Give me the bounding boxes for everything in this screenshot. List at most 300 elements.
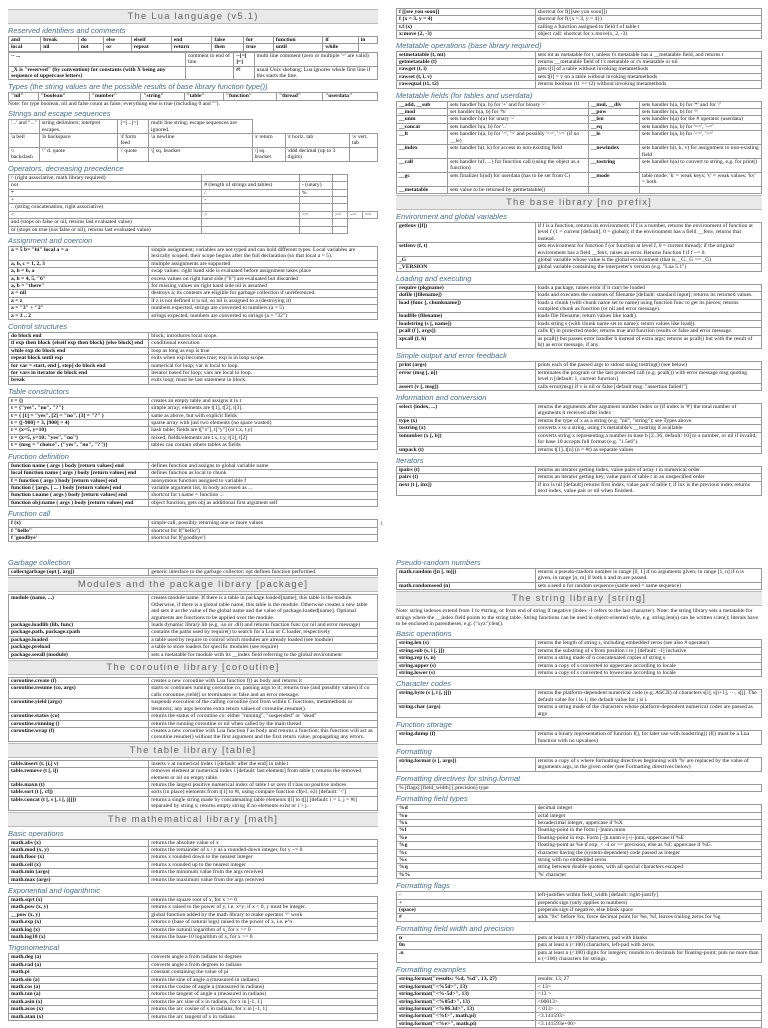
table-cell: if z is not defined it is nil, so nil is assigned to a (destroying it): [149, 297, 378, 304]
table-cell: \[ sq. bracket: [148, 147, 252, 161]
table-cell: t = {x=5, y=10; "yes", "no"}: [9, 434, 149, 441]
table-row: [397, 805, 762, 812]
table-cell: __mod: [397, 109, 448, 116]
table-row: [9, 904, 378, 911]
table-cell: %d: [397, 805, 536, 812]
table-cell: .. (string concatenation, right associative): [9, 204, 202, 211]
table-cell: string.char (args): [397, 704, 536, 718]
page-1-left: [8, 8, 378, 541]
table-cell: a, b = 4, 5, "6": [9, 275, 149, 282]
table-cell: t = {"yes", "no", "?"}: [9, 405, 149, 412]
directives-table: [396, 784, 762, 792]
table-cell: table mode: 'k' = weak keys; 'v' = weak values; 'kv' = both.: [639, 172, 761, 186]
table-cell: t = {[-900] = 3, [900] = 4}: [9, 420, 149, 427]
section-heading: Formatting field width and precision: [396, 923, 514, 933]
table-cell: creates a new coroutine with Lua function f as body and returns a function; this function will act as coroutine.resume() without the first argument and the first return value, propagating any errors.: [149, 727, 378, 741]
table-row: [9, 93, 378, 100]
table-cell: assert (v [, msg]): [397, 383, 536, 390]
table-row: [9, 976, 378, 983]
table-row: [9, 462, 378, 469]
table-row: [9, 305, 378, 312]
table-cell: math.max (args): [9, 876, 149, 883]
table-cell: math.tan (a): [9, 991, 149, 998]
table-row: [397, 328, 762, 335]
section-heading: Iterators: [396, 455, 424, 465]
section-heading: Metatable fields (for tables and userdata): [396, 90, 533, 100]
table-cell: a table used by require to control which modules are already loaded (see module): [149, 636, 378, 643]
table-cell: _X is "reserved" (by convention) for constants (with X being any sequence of uppercase letters): [9, 66, 186, 80]
table-cell: sets handler h(t, k, v) for assignment to non-existing field: [639, 145, 761, 159]
table-cell: return: [171, 44, 212, 51]
table-cell: "thread": [277, 93, 323, 100]
table-row: [9, 442, 378, 449]
section-heading: Reserved identifiers and comments: [8, 26, 126, 35]
table-cell: tonumber (x [, b]): [397, 432, 536, 446]
table-cell: returns the base-10 logarithm of x, for x >= 0: [149, 934, 378, 941]
table-cell: removes element at numerical index i [default: last element] from table t; returns the removed element or nil on empty table.: [149, 768, 378, 782]
table-cell: usual Unix shebang; Lua ignores whole first line if this starts the line.: [254, 66, 377, 80]
table-cell: loads and executes the contents of filename [default: standard input]; returns its returned values.: [535, 292, 761, 299]
section-heading: Formatting: [396, 746, 432, 756]
table-row: [9, 520, 378, 527]
table-cell: converts angle a from degrees to radians: [149, 961, 378, 968]
table-row: [9, 713, 378, 720]
table-cell: __mul, __div: [588, 101, 639, 108]
table-cell: for var = start, end [, step] do block end: [9, 362, 149, 369]
table-row: [9, 998, 378, 1005]
table-cell: loads string s (with chunk name set to name); return values like load().: [535, 320, 761, 327]
table-cell: '%' character: [535, 871, 761, 878]
table-cell: converts string x representing a number in base b [2..36, default: 10] to a number, or nil if invalid; for base 10 accepts full format (e.g. "1.5e6").: [535, 432, 761, 446]
table-row: [397, 81, 762, 88]
table-cell: %f: [397, 827, 536, 834]
table-cell: variable argument list, in body accessed as ...: [149, 484, 378, 491]
table-cell: floating-point in the form [-]nnnn.nnnn: [535, 827, 761, 834]
table-row: [397, 299, 762, 313]
table-row: [397, 983, 762, 990]
output-table: [396, 361, 762, 391]
assignment-table: [8, 246, 378, 320]
table-cell: (space): [397, 907, 536, 914]
random-table: [396, 568, 762, 590]
table-row: [9, 226, 378, 233]
table-row: [397, 131, 762, 145]
table-cell: getfenv ([f]): [397, 222, 536, 242]
table-cell: a, b, c = 1, 2, 3: [9, 260, 149, 267]
table-row: [9, 1006, 378, 1013]
table-row: [397, 145, 762, 159]
table-cell: excess values on right hand side ("6") are evaluated but discarded: [149, 275, 378, 282]
table-row: [397, 690, 762, 704]
table-cell: sets handler h(a, b) for '..': [448, 123, 589, 130]
table-cell: contains the paths used by require() to search for a Lua or C loader, respectively: [149, 629, 378, 636]
table-cell: \r return: [252, 134, 285, 148]
table-cell: returns the cosine of angle a (measured in radians): [149, 984, 378, 991]
table-cell: [185, 66, 233, 80]
table-row: [9, 470, 378, 477]
table-cell: break: [41, 37, 79, 44]
table-row: [9, 174, 378, 181]
table-row: [397, 186, 762, 193]
table-cell: next (t [, inx]): [397, 481, 536, 495]
table-row: [9, 644, 378, 651]
table-cell: [299, 174, 332, 181]
types-table: [8, 92, 378, 100]
table-cell: %q: [397, 864, 536, 871]
table-row: [397, 404, 762, 418]
table-cell: string.format("<%05d>", 13): [397, 998, 536, 1005]
table-cell: for: [243, 37, 273, 44]
table-row: [397, 704, 762, 718]
table-cell: calls error(msg) if v is nil or false [default msg: "assertion failed!"]: [535, 383, 761, 390]
table-cell: converts x to a string, using t's metatable's __tostring if available: [535, 425, 761, 432]
table-cell: ipairs (t): [397, 466, 536, 473]
page-title: The mathematical library [math]: [8, 812, 378, 827]
table-cell: a, b = b, a: [9, 268, 149, 275]
table-cell: math.pow (x, y): [9, 904, 149, 911]
table-cell: true: [243, 44, 273, 51]
char-codes-table: [396, 689, 762, 718]
table-cell: false: [212, 37, 244, 44]
table-cell: if exp then block {elseif exp then block} [else block] end: [9, 340, 149, 347]
table-cell: <3.141593>: [535, 1013, 761, 1020]
examples-table: [396, 975, 762, 1028]
table-constructors: [8, 397, 378, 450]
table-cell: a table to store loaders for specific modules (see require): [149, 644, 378, 651]
table-cell: then: [212, 44, 244, 51]
table-cell: returns a copy of s converted to lowercase according to locale: [535, 670, 761, 677]
table-cell: do: [78, 37, 103, 44]
table-cell: __lt: [397, 131, 448, 145]
table-cell: shortcut for f("hello"): [149, 527, 378, 534]
table-cell: do block end: [9, 333, 149, 340]
table-row: [397, 892, 762, 899]
table-cell: [202, 204, 300, 211]
table-cell: - (unary): [299, 182, 332, 189]
table-cell: mixed, fields/elements are t.x, t.y, t[1], t[2]: [149, 434, 378, 441]
table-cell: function obj:name ( args ) body [return values] end: [9, 499, 149, 506]
iterators-table: [396, 466, 762, 496]
table-row: [397, 417, 762, 424]
table-row: [9, 1013, 378, 1020]
table-cell: t = { [1] = "yes", [2] = "no", [3] = "?" }: [9, 412, 149, 419]
table-row: [397, 655, 762, 662]
table-cell: \a bell: [9, 134, 40, 148]
table-cell: string.dump (f): [397, 731, 536, 745]
table-cell: *: [9, 189, 202, 196]
table-row: [9, 760, 378, 767]
table-cell: [332, 182, 347, 189]
table-row: [9, 846, 378, 853]
table-cell: .n: [397, 949, 536, 963]
table-cell: table.remove (t [, i]): [9, 768, 149, 782]
table-cell: anonymous function assigned to variable f: [149, 477, 378, 484]
table-row: [397, 856, 762, 863]
table-cell: returns x rounded down to the nearest integer: [149, 854, 378, 861]
table-cell: math.log (x): [9, 926, 149, 933]
table-cell: string delimiters; interpret escapes.: [39, 120, 118, 134]
table-row: [397, 9, 762, 16]
table-cell: "nil": [9, 93, 39, 100]
table-cell: string between double quotes, with all special characters escaped: [535, 864, 761, 871]
page-title: The base library [no prefix]: [396, 195, 762, 210]
table-cell: returns t[1]..t[n] (n = #t) as separate values: [535, 446, 761, 453]
table-row: [397, 158, 762, 172]
table-cell: string.format("<%5d>", 13): [397, 983, 536, 990]
table-row: [397, 320, 762, 327]
table-row: [9, 796, 378, 810]
table-cell: in: [358, 37, 377, 44]
table-row: [9, 189, 378, 196]
table-cell: sets a seed n for random sequence (same seed = same sequence): [535, 582, 761, 589]
table-cell: "table": [184, 93, 223, 100]
table-row: [9, 699, 378, 713]
table-cell: string.format (s [, args]): [397, 757, 536, 771]
table-row: [397, 942, 762, 949]
table-row: [9, 434, 378, 441]
table-cell: returns the maximum value from the args received: [149, 876, 378, 883]
table-cell: terminates the program or the last protected call (e.g. pcall()) with error message msg quoting level n [default: 1, current function]: [535, 369, 761, 383]
table-cell: a = nil: [9, 290, 149, 297]
table-row: [397, 871, 762, 878]
table-row: [9, 954, 378, 961]
table-cell: [332, 174, 347, 181]
table-cell: returns a binary representation of function f(), for later use with loadstring() (f() must be a Lua function with no upvalues): [535, 731, 761, 745]
table-row: [397, 264, 762, 271]
table-row: [9, 211, 378, 218]
table-cell: sets handler h(f, ...) for function call (using the object as a function): [448, 158, 589, 172]
table-row: [397, 23, 762, 30]
table-cell: math.ceil (x): [9, 861, 149, 868]
table-row: [9, 52, 378, 66]
table-cell: calling a function assigned to field f of table t: [535, 23, 761, 30]
table-row: [397, 59, 762, 66]
table-row: [9, 926, 378, 933]
table-row: [9, 397, 378, 404]
table-row: [9, 499, 378, 506]
table-cell: local: [9, 44, 41, 51]
table-cell: math.acos (x): [9, 1006, 149, 1013]
section-heading: Formatting directives for string.format: [396, 773, 521, 783]
table-cell: [350, 147, 378, 161]
table-cell: conditional execution: [149, 340, 378, 347]
table-row: [9, 534, 378, 541]
table-row: [9, 377, 378, 384]
table-row: [9, 934, 378, 941]
env-table: [396, 222, 762, 272]
table-row: [9, 984, 378, 991]
table-cell: pairs (t): [397, 474, 536, 481]
call-shortcuts-table: [396, 8, 762, 39]
table-cell: coroutine.wrap (f): [9, 727, 149, 741]
table-row: [397, 914, 762, 921]
types-note: Note: for type boolean, nil and false count as false; everything else is true (including 0 and "").: [8, 100, 220, 107]
table-cell: a = z: [9, 297, 149, 304]
table-cell: __unm: [397, 116, 448, 123]
section-heading: Function call: [8, 509, 51, 519]
section-heading: Strings and escape sequences: [8, 109, 111, 119]
table-cell: or (stops on true (not false or nil), returns last evaluated value): [9, 226, 202, 233]
table-cell: "string": [141, 93, 184, 100]
table-cell: repeat block until exp: [9, 355, 149, 362]
table-cell: package.loadlib (lib, func): [9, 622, 149, 629]
table-cell: \ddd decimal (up to 3 digits): [285, 147, 350, 161]
section-heading: Control structures: [8, 322, 68, 331]
table-cell: string.byte (s [, i [, j]]): [397, 690, 536, 704]
table-cell: setmetatable (t, mt): [397, 51, 536, 58]
table-row: [9, 919, 378, 926]
function-call-table: [8, 519, 378, 542]
table-cell: package.loaded: [9, 636, 149, 643]
table-cell: a = 5 b= "hi" local a = a: [9, 246, 149, 260]
table-cell: pcall (f [, args]): [397, 328, 536, 335]
table-row: [9, 991, 378, 998]
table-row: [397, 569, 762, 583]
table-row: [397, 362, 762, 369]
table-cell: <13 >: [535, 991, 761, 998]
table-cell: as pcall() but passes error handler h instead of extra args; returns as pcall() but with the result of h() as error message, if any.: [535, 335, 761, 349]
table-cell: [202, 174, 300, 181]
table-cell: __mode: [588, 172, 639, 186]
table-cell: __pow (x, y): [9, 911, 149, 918]
table-cell: puts at least n (<100) characters, pad with blanks: [535, 934, 761, 941]
table-row: [9, 196, 378, 203]
table-cell: returns the type of x as a string (e.g. "nil", "string"); see Types above.: [535, 417, 761, 424]
table-cell: global function added by the math library to make operator '^' work: [149, 911, 378, 918]
table-cell: +: [397, 899, 536, 906]
table-cell: math.mod (x, y): [9, 846, 149, 853]
table-row: [397, 16, 762, 23]
table-cell: returns the arguments after argument number index or (if index is '#') the total number of arguments it received after index: [535, 404, 761, 418]
table-row: [397, 481, 762, 495]
table-cell: __tostring: [588, 158, 639, 172]
table-cell: string with no embedded zeros: [535, 856, 761, 863]
table-cell: repeat: [131, 44, 171, 51]
table-cell: suspends execution of the calling coroutine (not from within C functions, metamethods or iterators); any args become extra return values of coroutine.resume().: [149, 699, 378, 713]
table-cell: getmetatable (t): [397, 59, 536, 66]
section-heading: Metatable operations (base library required): [396, 40, 542, 50]
table-cell: returns x raised to the power of y, i.e. x^y; if x < 0, y must be integer.: [149, 904, 378, 911]
table-cell: __le: [588, 131, 639, 145]
table-cell: f {x = 3, y = 4}: [397, 16, 536, 23]
table-cell: not: [78, 44, 103, 51]
page-2-left: [8, 556, 378, 1022]
table-cell: prints each of the passed args to stdout using tostring() (see below): [535, 362, 761, 369]
field-types-table: [396, 804, 762, 879]
table-cell: math.asin (x): [9, 998, 149, 1005]
table-cell: __eq: [588, 123, 639, 130]
table-cell: multi line string; escape sequences are ignored.: [148, 120, 252, 134]
table-row: [397, 66, 762, 73]
table-cell: coroutine.create (f): [9, 678, 149, 685]
table-cell: math.pi: [9, 969, 149, 976]
table-cell: elseif: [131, 37, 171, 44]
table-cell: a = "3" + "2": [9, 305, 149, 312]
table-cell: [202, 219, 300, 226]
table-cell: <3.141593e+00>: [535, 1020, 761, 1027]
table-cell: table.sort (t [, cf]): [9, 789, 149, 796]
table-row: [397, 640, 762, 647]
table-cell: [639, 186, 761, 193]
table-cell: < 013>: [535, 1006, 761, 1013]
table-cell: loads a package, raises error if it can't be loaded: [535, 284, 761, 291]
table-cell: and: [9, 37, 41, 44]
table-cell: load (func [, chunkname]): [397, 299, 536, 313]
table-cell: multi line comment (zero or multiple '=' are valid): [254, 52, 377, 66]
width-table: [396, 934, 762, 964]
table-row: [397, 834, 762, 841]
function-storage-table: [396, 730, 762, 745]
table-cell: puts at least n (<100) characters, left-pad with zeros: [535, 942, 761, 949]
table-row: [397, 842, 762, 849]
table-cell: prepends sign (only applies to numbers): [535, 899, 761, 906]
string-note: Note: string indexes extend from 1 to #string, or from end of string if negative (index -1 refers to the last character). Note: the string library sets a metatable for strings where the __index field points to the string table. String functions can be used in object-oriented style, e.g. string.len(s) can be written s:len(); literals have to be enclosed in parentheses, e.g. ("xyz"):len().: [396, 608, 758, 628]
table-cell: character having the (system-dependent) code passed as integer: [535, 849, 761, 856]
table-row: [9, 768, 378, 782]
table-cell: shortcut for f('goodbye'): [149, 534, 378, 541]
table-row: [9, 260, 378, 267]
table-cell: setfenv (f, t): [397, 243, 536, 257]
table-row: [9, 268, 378, 275]
table-cell: %e: [397, 834, 536, 841]
table-cell: <00013>: [535, 998, 761, 1005]
table-cell: -: [202, 196, 300, 203]
table-row: [9, 405, 378, 412]
table-row: [9, 37, 378, 44]
table-row: [9, 595, 378, 622]
table-cell: --[=[ ]=]: [234, 52, 255, 66]
table-row: [397, 1006, 762, 1013]
table-cell: string.rep (s, n): [397, 655, 536, 662]
table-row: [397, 123, 762, 130]
section-heading: Exponential and logarithmic: [8, 886, 101, 895]
table-row: [397, 172, 762, 186]
table-cell: strings expected, numbers are converted to strings (a = "32"): [149, 312, 378, 319]
table-cell: global variable whose value is the global environment (that is, _G._G == _G): [535, 256, 761, 263]
modules-table: [8, 594, 378, 659]
table-row: [397, 899, 762, 906]
table-cell: for vars in iterator do block end: [9, 370, 149, 377]
table-cell: #: [397, 914, 536, 921]
math-trig-table: [8, 953, 378, 1021]
table-cell: math.min (args): [9, 869, 149, 876]
table-row: [397, 31, 762, 38]
table-cell: returns __metatable field of t's metatable or t's metatable or nil: [535, 59, 761, 66]
table-cell: shortcut for f([[see you soon]]): [535, 9, 761, 16]
table-cell: __index: [397, 145, 448, 159]
table-row: [9, 427, 378, 434]
table-row: [397, 731, 762, 745]
table-row: [397, 73, 762, 80]
table-cell: t = {x=5, y=10}: [9, 427, 149, 434]
table-cell: while exp do block end: [9, 347, 149, 354]
table-cell: type (x): [397, 417, 536, 424]
table-cell: converts angle a from radians to degrees: [149, 954, 378, 961]
table-cell: f = function ( args ) body [return values] end: [9, 477, 149, 484]
table-cell: package.path, package.cpath: [9, 629, 149, 636]
table-cell: sets environment for function f (or function at level f, 0 = current thread); if the original environment has a field __fenv, raises an error. Returns function f if f ~= 0.: [535, 243, 761, 257]
table-row: [397, 670, 762, 677]
section-heading: Operators, decreasing precedence: [8, 163, 124, 173]
table-cell: left-justifies within field_width [default: right-justify]: [535, 892, 761, 899]
table-cell: hexadecimal integer, uppercase if %X: [535, 819, 761, 826]
table-row: [9, 854, 378, 861]
table-cell: rawset (t, i, v): [397, 73, 536, 80]
table-cell: returns the arc cosine of x in radians, for x in [-1, 1]: [149, 1006, 378, 1013]
table-cell: coroutine.resume (co, args): [9, 685, 149, 699]
table-cell: -: [397, 892, 536, 899]
section-heading: Function storage: [396, 720, 452, 730]
